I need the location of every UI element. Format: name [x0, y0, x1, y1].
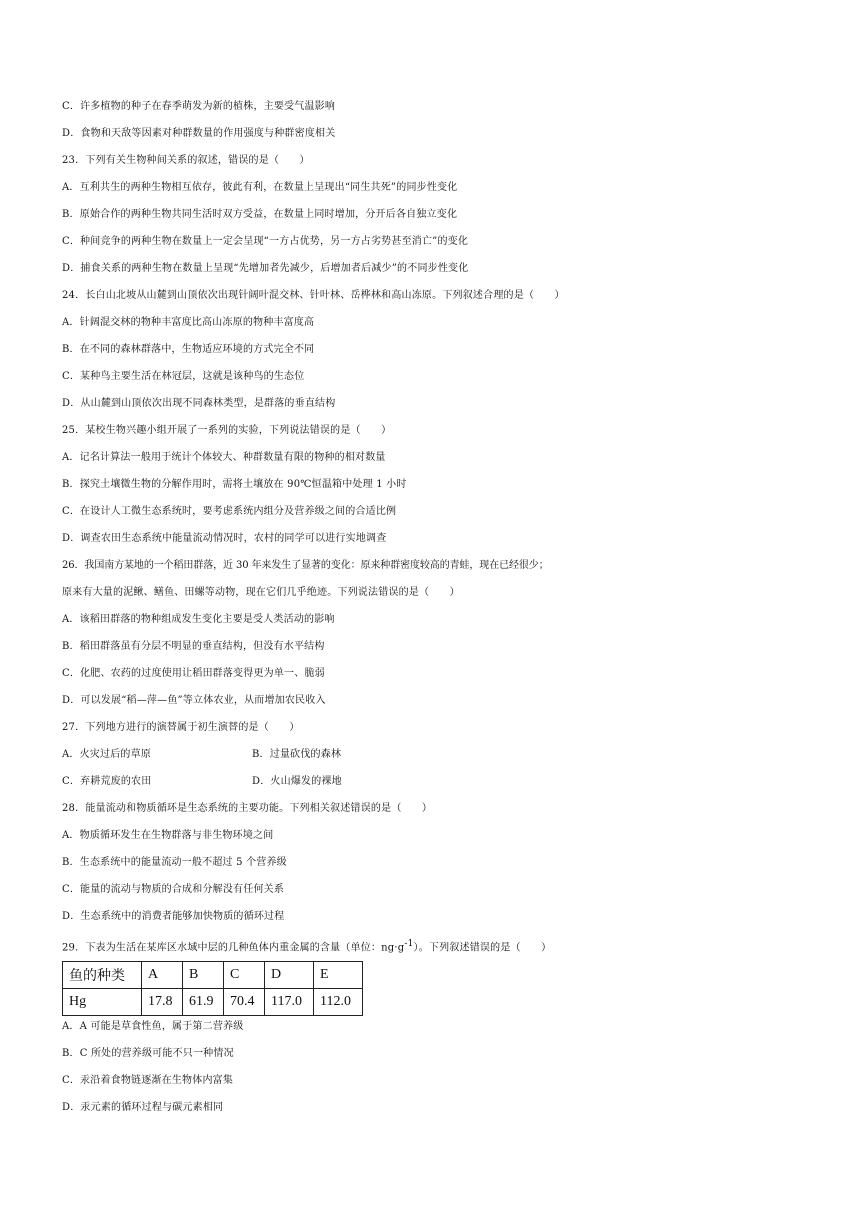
q25-stem: 25．某校生物兴趣小组开展了一系列的实验，下列说法错误的是（ ）: [62, 425, 392, 436]
table-cell: C: [224, 962, 265, 989]
q26-option-a: A．该稻田群落的物种组成发生变化主要是受人类活动的影响: [62, 614, 335, 625]
q27-option-c: C．弃耕荒废的农田: [62, 776, 152, 787]
q25-option-a: A．记名计算法一般用于统计个体较大、种群数量有限的物种的相对数量: [62, 452, 386, 463]
q25-option-b: B．探究土壤微生物的分解作用时，需将土壤放在 90℃恒温箱中处理 1 小时: [62, 479, 407, 490]
q24-option-b: B．在不同的森林群落中，生物适应环境的方式完全不同: [62, 344, 315, 355]
q23-option-b: B．原始合作的两种生物共同生活时双方受益，在数量上同时增加，分开后各自独立变化: [62, 209, 458, 220]
q26-stem-line2: 原来有大量的泥鳅、鳝鱼、田螺等动物，现在它们几乎绝迹。下列说法错误的是（ ）: [62, 587, 460, 598]
table-cell: Hg: [63, 989, 142, 1016]
table-cell: 17.8: [142, 989, 183, 1016]
q29-stem: [62, 934, 802, 958]
table-cell: 鱼的种类: [63, 962, 142, 989]
q23-stem: 23．下列有关生物种间关系的叙述，错误的是（ ）: [62, 155, 310, 166]
q25-option-d: D．调查农田生态系统中能量流动情况时，农村的同学可以进行实地调查: [62, 533, 387, 544]
q26-option-b: B．稻田群落虽有分层不明显的垂直结构，但没有水平结构: [62, 641, 325, 652]
prev-option-d: D．食物和天敌等因素对种群数量的作用强度与种群密度相关: [62, 128, 336, 139]
table-cell: B: [183, 962, 224, 989]
q29-option-a: A．A 可能是草食性鱼，属于第二营养级: [62, 1021, 244, 1032]
q29-stem-pre: 29．下表为生活在某库区水域中层的几种鱼体内重金属的含量（单位：ng·g: [62, 942, 405, 954]
table-row: [63, 989, 363, 1016]
q29-option-d: D．汞元素的循环过程与碳元素相同: [62, 1102, 224, 1113]
table-cell: A: [142, 962, 183, 989]
hg-content-table: [62, 961, 363, 1016]
table-cell: 70.4: [224, 989, 265, 1016]
q24-option-c: C．某种鸟主要生活在林冠层，这就是该种鸟的生态位: [62, 371, 305, 382]
q27-option-a: A．火灾过后的草原: [62, 749, 152, 760]
table-cell: 112.0: [314, 989, 363, 1016]
q29-option-c: C．汞沿着食物链逐渐在生物体内富集: [62, 1075, 234, 1086]
q24-option-a: A．针阔混交林的物种丰富度比高山冻原的物种丰富度高: [62, 317, 315, 328]
q23-option-a: A．互利共生的两种生物相互依存，彼此有利，在数量上呈现出“同生共死”的同步性变化: [62, 182, 458, 193]
q28-option-d: D．生态系统中的消费者能够加快物质的循环过程: [62, 911, 285, 922]
q27-option-d: D．火山爆发的裸地: [252, 776, 342, 787]
table-cell: E: [314, 962, 363, 989]
q26-stem-line1: 26．我国南方某地的一个稻田群落，近 30 年来发生了显著的变化：原来种群密度较高的青蛙，现在已经很少；: [62, 560, 549, 571]
q28-option-a: A．物质循环发生在生物群落与非生物环境之间: [62, 830, 274, 841]
q24-option-d: D．从山麓到山顶依次出现不同森林类型，是群落的垂直结构: [62, 398, 336, 409]
q23-option-d: D．捕食关系的两种生物在数量上呈现“先增加者先减少，后增加者后减少”的不同步性变化: [62, 263, 469, 274]
q29-stem-sup: -1: [404, 939, 414, 949]
q23-option-c: C．种间竞争的两种生物在数量上一定会呈现“一方占优势，另一方占劣势甚至消亡”的变化: [62, 236, 469, 247]
q28-option-b: B．生态系统中的能量流动一般不超过 5 个营养级: [62, 857, 287, 868]
table-cell: 117.0: [265, 989, 314, 1016]
q24-stem: 24．长白山北坡从山麓到山顶依次出现针阔叶混交林、针叶林、岳桦林和高山冻原。下列叙述合理的是（ ）: [62, 290, 565, 301]
q27-stem: 27．下列地方进行的演替属于初生演替的是（ ）: [62, 722, 300, 733]
q25-option-c: C．在设计人工微生态系统时，要考虑系统内组分及营养级之间的合适比例: [62, 506, 397, 517]
q28-stem: 28．能量流动和物质循环是生态系统的主要功能。下列相关叙述错误的是（ ）: [62, 803, 433, 814]
q26-option-d: D．可以发展“稻—萍—鱼”等立体农业，从而增加农民收入: [62, 695, 326, 706]
q28-option-c: C．能量的流动与物质的合成和分解没有任何关系: [62, 884, 285, 895]
table-header-row: [63, 962, 363, 989]
q29-stem-post: ）。下列叙述错误的是（ ）: [413, 942, 552, 954]
q29-option-b: B．C 所处的营养级可能不只一种情况: [62, 1048, 234, 1059]
q27-option-b: B．过量砍伐的森林: [252, 749, 342, 760]
table-cell: 61.9: [183, 989, 224, 1016]
table-cell: D: [265, 962, 314, 989]
q26-option-c: C．化肥、农药的过度使用让稻田群落变得更为单一、脆弱: [62, 668, 325, 679]
prev-option-c: C．许多植物的种子在春季萌发为新的植株，主要受气温影响: [62, 101, 336, 112]
